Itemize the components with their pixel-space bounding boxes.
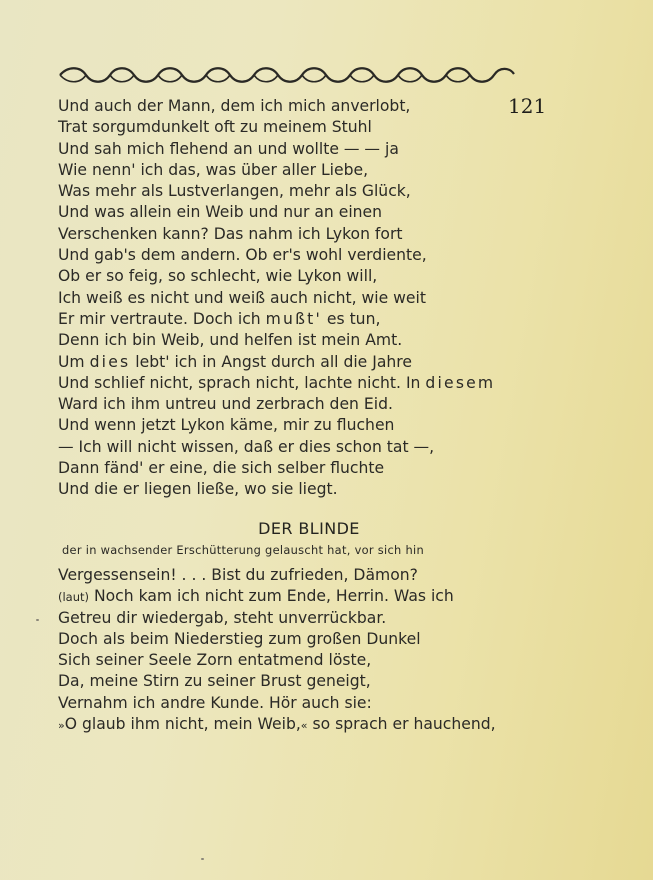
verse-line: Ich weiß es nicht und weiß auch nicht, wie weit — [58, 288, 426, 307]
section-title — [0, 519, 653, 538]
verse-line — [58, 352, 528, 373]
verse-text: Noch kam ich nicht zum Ende, Herrin. Was ich — [89, 587, 454, 606]
verse-text: lebt' ich in Angst durch all die Jahre — [130, 352, 412, 371]
quote-open-mark: » — [58, 719, 65, 733]
verse-line: Da, meine Stirn zu seiner Brust geneigt, — [58, 672, 371, 691]
verse-line: Und wenn jetzt Lykon käme, mir zu fluchen — [58, 416, 395, 435]
verse-line: Was mehr als Lustverlangen, mehr als Glück, — [58, 182, 411, 201]
verse-line: Und was allein ein Weib und nur an einen — [58, 203, 383, 222]
verse-text: Um — [58, 352, 90, 371]
verse-line: Trat sorgumdunkelt oft zu meinem Stuhl — [58, 118, 372, 137]
verse-line: Und sah mich flehend an und wollte — — ja — [58, 139, 399, 158]
verse-text: es tun, — [321, 309, 381, 328]
verse-line: Und auch der Mann, dem ich mich anverlobt, — [58, 97, 411, 115]
verse-line: Und die er liegen ließe, wo sie liegt. — [58, 480, 338, 499]
paper-speck — [201, 858, 204, 860]
poem-stanza-two — [58, 565, 528, 735]
verse-line: Vergessensein! . . . Bist du zufrieden, Dämon? — [58, 566, 418, 584]
verse-line: Und gab's dem andern. Ob er's wohl verdiente, — [58, 246, 427, 265]
verse-line: Doch als beim Niederstieg zum großen Dunkel — [58, 629, 421, 648]
stage-direction: der in wachsender Erschütterung gelauscht hat, vor sich hin — [62, 543, 424, 557]
verse-line — [58, 373, 528, 394]
verse-text: so sprach er hauchend, — [307, 715, 496, 734]
verse-line: Verschenken kann? Das nahm ich Lykon fort — [58, 224, 403, 243]
verse-line — [58, 714, 528, 735]
verse-text: Er mir vertraute. Doch ich — [58, 309, 266, 328]
verse-line: Ob er so feig, so schlecht, wie Lykon will, — [58, 267, 378, 286]
quote-close-mark: « — [300, 719, 308, 733]
verse-line: — Ich will nicht wissen, daß er dies schon tat —, — [58, 437, 435, 456]
stage-cue: (laut) — [58, 590, 90, 605]
page-number: 121 — [508, 94, 547, 118]
verse-line — [58, 586, 528, 607]
verse-line — [58, 309, 528, 330]
paper-speck — [36, 619, 39, 621]
poem-stanza-one — [58, 96, 528, 501]
verse-line: Wie nenn' ich das, was über aller Liebe, — [58, 160, 369, 179]
spaced-emphasis: mußt' — [265, 309, 322, 328]
verse-line: Denn ich bin Weib, und helfen ist mein Amt. — [58, 331, 403, 350]
verse-line: Vernahm ich andre Kunde. Hör auch sie: — [58, 693, 372, 712]
verse-line: Sich seiner Seele Zorn entatmend löste, — [58, 651, 372, 670]
spaced-emphasis: diesem — [425, 373, 496, 392]
verse-text: O glaub ihm nicht, mein Weib, — [64, 715, 301, 734]
verse-line: Ward ich ihm untreu und zerbrach den Eid. — [58, 395, 393, 414]
spaced-emphasis: dies — [89, 352, 131, 371]
verse-line: Dann fänd' er eine, die sich selber fluchte — [58, 459, 385, 478]
verse-line: Getreu dir wiedergab, steht unverrückbar. — [58, 608, 387, 627]
verse-text: Und schlief nicht, sprach nicht, lachte nicht. In — [58, 373, 426, 392]
section-title-text: DER BLINDE — [258, 519, 360, 538]
decorative-ornament-band — [58, 66, 516, 84]
